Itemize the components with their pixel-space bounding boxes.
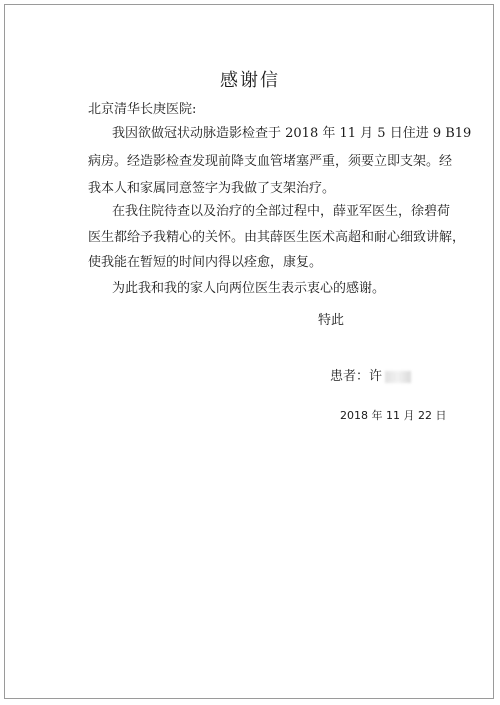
redacted-name-mask	[385, 371, 411, 383]
body-line: 我本人和家属同意签字为我做了支架治疗。	[88, 181, 336, 196]
body-line: 病房。经造影检查发现前降支血管堵塞严重，须要立即支架。经	[88, 154, 453, 169]
salutation: 北京清华长庚医院:	[88, 102, 197, 117]
letter-date: 2018 年 11 月 22 日	[340, 409, 447, 422]
patient-signature	[330, 365, 411, 384]
letter-title: 感谢信	[220, 70, 280, 91]
body-line: 我因欲做冠状动脉造影检查于 2018 年 11 月 5 日住进 9 B19	[112, 126, 472, 141]
closing-remark: 特此	[318, 313, 345, 328]
body-line: 医生都给予我精心的关怀。由其薛医生医术高超和耐心细致讲解，	[88, 230, 466, 245]
signature-label: 患者：许	[330, 369, 383, 384]
page-border	[4, 4, 494, 699]
body-line: 使我能在暂短的时间内得以痊愈，康复。	[88, 255, 323, 270]
body-line: 在我住院待查以及治疗的全部过程中，薛亚军医生，徐碧荷	[112, 204, 451, 219]
body-line: 为此我和我的家人向两位医生表示衷心的感谢。	[112, 281, 386, 296]
